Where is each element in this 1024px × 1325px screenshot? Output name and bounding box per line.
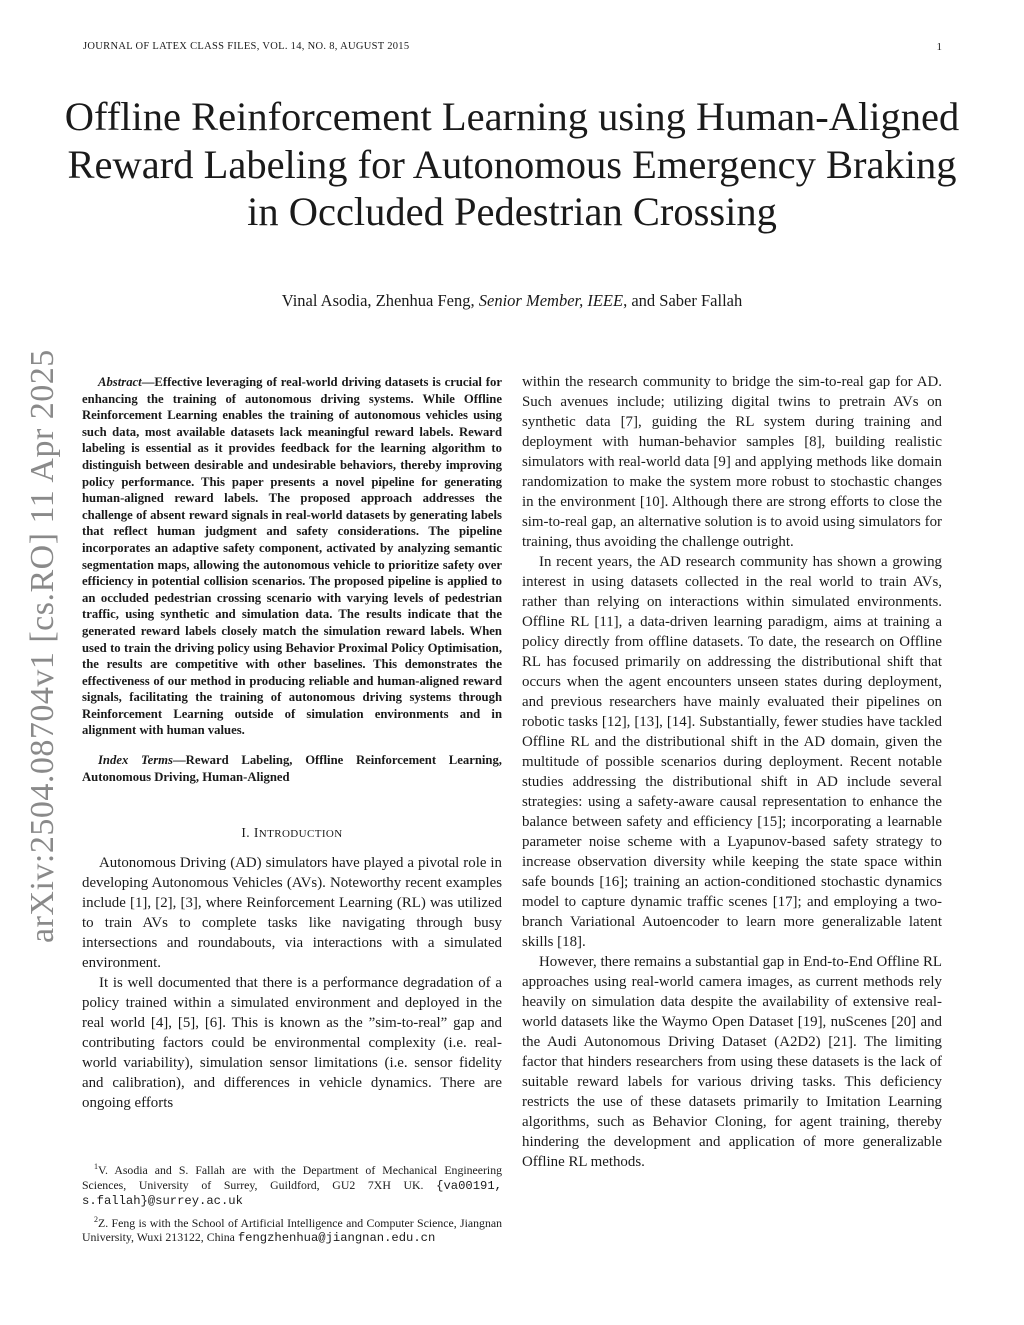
author-line: [60, 291, 964, 311]
paper-title: Offline Reinforcement Learning using Human-Aligned Reward Labeling for Autonomous Emergency Braking in Occluded Pedestrian Crossing: [64, 94, 960, 234]
authors-part2: , and Saber Fallah: [623, 291, 743, 310]
section-rest: NTRODUCTION: [258, 828, 343, 841]
body-paragraph: In recent years, the AD research community has shown a growing interest in using datasets collected in the real world to train AVs, rather than relying on interactions within simulated environments. Offline RL [11], a data-driven learning paradigm, aims at training a policy directly from offline datasets. To date, the research on Offline RL has focused primarily on addressing the distributional shift that occurs when the agent encounters unseen states during deployment, and previous researchers have mainly evaluated their pipelines on robotic tasks [12], [13], [14]. Substantially, fewer studies have tackled Offline RL and the distributional shift in the AD domain, given the multitude of possible scenarios during deployment. Recent notable studies addressing the distributional shift in AD include several strategies: using a safety-aware causal representation to enhance the balance between safety and efficiency [15]; incorporating a learnable parameter noise scheme with a Lyapunov-based safety strategy to increase observation diversity while keeping the state space within safe bounds [16]; training an action-conditioned stochastic dynamics model to capture dynamic traffic scenes [17]; and employing a two-branch Variational Autoencoder to learn more generalizable latent skills [18].: [522, 554, 942, 950]
index-terms-label: Index Terms: [98, 753, 173, 768]
footnote-text: V. Asodia and S. Fallah are with the Department of Mechanical Engineering Sciences, University of Surrey, Guildford, GU2 7XH UK.: [82, 1162, 502, 1192]
left-column: [82, 374, 502, 1113]
abstract-label: Abstract: [98, 375, 142, 389]
footnote-text: Z. Feng is with the School of Artificial Intelligence and Computer Science, Jiangnan University, Wuxi 213122, China: [82, 1215, 502, 1245]
footnotes: [82, 1160, 502, 1250]
index-terms: [82, 752, 502, 785]
body-paragraph: It is well documented that there is a performance degradation of a policy trained within a simulated environment and deployed in the real world [4], [5], [6]. This is known as the ”sim-to-real” gap and contributing factors could be environmental complexity (i.e. real-world variability), simulation sensor limitations (i.e. sensor fidelity and calibration), and differences in vehicle dynamics. There are ongoing efforts: [82, 975, 502, 1112]
section-initial: I: [253, 825, 259, 841]
page-number: 1: [936, 41, 942, 53]
abstract: [82, 374, 502, 739]
footnote-mark: 2: [94, 1214, 98, 1224]
arxiv-stamp: arXiv:2504.08704v1 [cs.RO] 11 Apr 2025: [24, 349, 61, 943]
footnote-email[interactable]: fengzhenhua@jiangnan.edu.cn: [237, 1231, 436, 1246]
section-heading: [82, 825, 502, 841]
body-paragraph: However, there remains a substantial gap in End-to-End Offline RL approaches using real-world camera images, as current methods rely heavily on simulation data despite the availability of extensive real-world datasets like the Waymo Open Dataset [19], nuScenes [20] and the Audi Autonomous Driving Dataset (A2D2) [21]. The limiting factor that hinders researchers from using these datasets is the lack of suitable reward labels for various driving tasks. This deficiency restricts the use of these datasets primarily to Imitation Learning algorithms, such as Behavior Cloning, for agent training, thereby hindering the development and application of more generalizable Offline RL methods.: [522, 954, 942, 1170]
footnote-email[interactable]: {va00191, s.fallah}@surrey.ac.uk: [82, 1178, 502, 1209]
right-column: [522, 372, 942, 1172]
index-terms-text: —Reward Labeling, Offline Reinforcement Learning, Autonomous Driving, Human-Aligned: [82, 753, 502, 784]
footnote-mark: 1: [94, 1162, 98, 1171]
abstract-text: —Effective leveraging of real-world driving datasets is crucial for enhancing the training of autonomous driving systems. While Offline Reinforcement Learning enables the training of autonomous vehicles using such data, most available datasets lack meaningful reward labels. Reward labeling is essential as it provides feedback for the learning algorithm to distinguish between desirable and undesirable behaviors, thereby improving policy performance. This paper presents a novel pipeline for generating human-aligned reward labels. The proposed approach addresses the challenge of absent reward signals in real-world datasets by generating labels that reflect human judgment and safety considerations. The pipeline incorporates an adaptive safety component, activated by analyzing semantic segmentation maps, allowing the autonomous vehicle to prioritize safety over efficiency in potential collision scenarios. The proposed pipeline is applied to an occluded pedestrian crossing scenario with varying levels of pedestrian traffic, using synthetic and simulation data. The results indicate that the generated reward labels closely match the simulation reward labels. When used to train the driving policy using Behavior Proximal Policy Optimisation, the results are competitive with other baselines. This demonstrates the effectiveness of our method in producing reliable and human-aligned reward signals, facilitating the training of autonomous driving systems through Reinforcement Learning outside of simulation environments and in alignment with human values.: [82, 375, 502, 738]
footnote: [82, 1213, 502, 1246]
author-role: Senior Member, IEEE: [478, 291, 624, 310]
authors-part1: Vinal Asodia, Zhenhua Feng,: [281, 291, 479, 310]
running-head: JOURNAL OF LATEX CLASS FILES, VOL. 14, NO. 8, AUGUST 2015: [83, 41, 410, 52]
footnote: [82, 1160, 502, 1209]
body-paragraph: Autonomous Driving (AD) simulators have played a pivotal role in developing Autonomous Vehicles (AVs). Noteworthy recent examples include [1], [2], [3], where Reinforcement Learning (RL) was utilized to train AVs to complete tasks like navigating through busy intersections and roundabouts, via interactions with a simulated environment.: [82, 855, 502, 972]
section-numeral: I.: [241, 825, 254, 841]
body-paragraph: within the research community to bridge the sim-to-real gap for AD. Such avenues include; utilizing digital twins to pretrain AVs on synthetic data [7], guiding the RL system during training and deployment with human-behavior samples [8], building realistic simulators with real-world data [9] and applying methods like domain randomization to make the system more robust to stochastic changes in the environment [10]. Although there are strong efforts to close the sim-to-real gap, an alternative solution is to avoid using simulators for training, thus avoiding the challenge outright.: [522, 374, 942, 550]
